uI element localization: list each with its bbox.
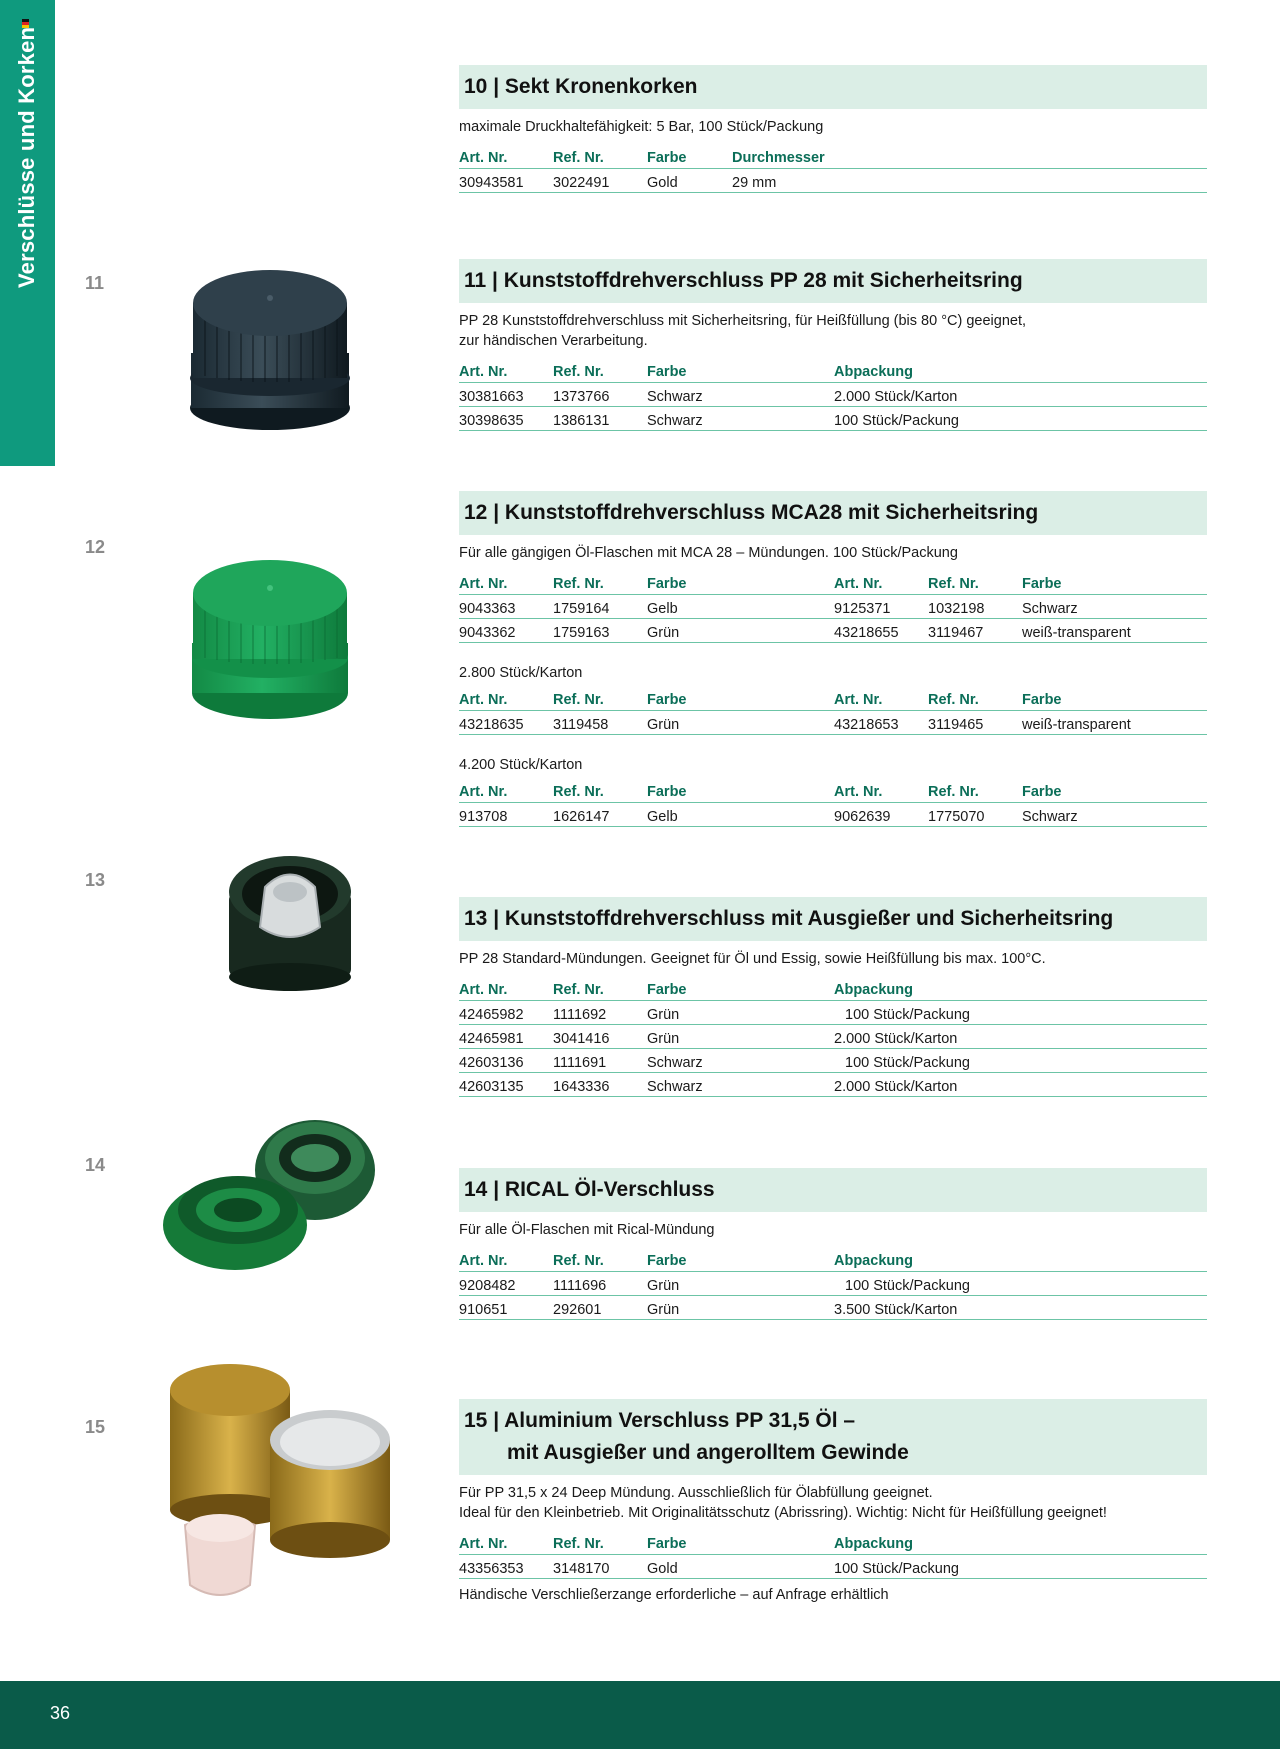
table-cell: 30381663	[459, 383, 553, 407]
section-description: Für PP 31,5 x 24 Deep Mündung. Ausschließlich für Ölabfüllung geeignet. Ideal für den Kleinbetrieb. Mit Originalitätsschutz (Abrissring). Wichtig: Nicht für Heißfüllung geeignet!	[459, 1485, 1107, 1521]
table-cell: Schwarz	[1022, 803, 1207, 827]
col-header: Ref. Nr.	[928, 569, 1022, 595]
col-header: Farbe	[647, 777, 834, 803]
black-screw-cap-image	[185, 258, 355, 438]
col-header: Ref. Nr.	[553, 357, 647, 383]
table-cell: Grün	[647, 1272, 834, 1296]
col-header: Farbe	[1022, 777, 1207, 803]
table-cell: Grün	[647, 619, 834, 643]
col-header: Art. Nr.	[459, 685, 553, 711]
table-row	[459, 1272, 1207, 1296]
section-note: Händische Verschließerzange erforderliche – auf Anfrage erhältlich	[459, 1587, 889, 1603]
product-section-14	[459, 1168, 1207, 1320]
table-cell: 30398635	[459, 407, 553, 431]
table-cell: 100 Stück/Packung	[834, 1555, 1207, 1579]
table-cell: 100 Stück/Packung	[834, 1272, 1207, 1296]
table-cell: 30943581	[459, 169, 553, 193]
table-cell: 42465981	[459, 1025, 553, 1049]
table-cell: 1386131	[553, 407, 647, 431]
col-header: Farbe	[1022, 685, 1207, 711]
col-header: Ref. Nr.	[553, 143, 647, 169]
footer-bar	[0, 1681, 1280, 1749]
col-header: Ref. Nr.	[553, 1246, 647, 1272]
product-table	[459, 569, 1207, 643]
table-cell: 2.000 Stück/Karton	[834, 1073, 1207, 1097]
table-row	[459, 595, 1207, 619]
table-cell: 42603135	[459, 1073, 553, 1097]
table-cell: 42603136	[459, 1049, 553, 1073]
col-header: Art. Nr.	[834, 569, 928, 595]
section-title: 11 | Kunststoffdrehverschluss PP 28 mit Sicherheitsring	[459, 259, 1207, 303]
table-cell: Grün	[647, 1025, 834, 1049]
green-screw-cap-image	[185, 548, 355, 728]
section-description: PP 28 Kunststoffdrehverschluss mit Sicherheitsring, für Heißfüllung (bis 80 °C) geeignet, zur händischen Verarbeitung.	[459, 313, 1027, 349]
table-cell: 1759164	[553, 595, 647, 619]
table-cell: Gelb	[647, 803, 834, 827]
section-title: 14 | RICAL Öl-Verschluss	[459, 1168, 1207, 1212]
table-cell: weiß-transparent	[1022, 711, 1207, 735]
col-header: Farbe	[647, 685, 834, 711]
col-header: Farbe	[647, 143, 732, 169]
table-cell: 3148170	[553, 1555, 647, 1579]
col-header: Abpackung	[834, 357, 1207, 383]
table-cell: Gelb	[647, 595, 834, 619]
table-row	[459, 619, 1207, 643]
table-row	[459, 1296, 1207, 1320]
table-cell: Schwarz	[647, 383, 834, 407]
table-cell: 2.000 Stück/Karton	[834, 1025, 1207, 1049]
table-row	[459, 1555, 1207, 1579]
col-header: Ref. Nr.	[553, 569, 647, 595]
col-header: Farbe	[647, 1529, 834, 1555]
product-table	[459, 1246, 1207, 1320]
table-cell: 1759163	[553, 619, 647, 643]
table-cell: 43218655	[834, 619, 928, 643]
table-cell: 2.000 Stück/Karton	[834, 383, 1207, 407]
col-header: Ref. Nr.	[553, 685, 647, 711]
section-title: 13 | Kunststoffdrehverschluss mit Ausgießer und Sicherheitsring	[459, 897, 1207, 941]
product-table	[459, 975, 1207, 1097]
table-cell: 1626147	[553, 803, 647, 827]
table-cell: Schwarz	[647, 1049, 834, 1073]
col-header: Farbe	[647, 975, 834, 1001]
table-cell: 29 mm	[732, 169, 1207, 193]
table-row	[459, 169, 1207, 193]
subsection-title: 2.800 Stück/Karton	[459, 665, 583, 681]
table-cell: 100 Stück/Packung	[834, 1001, 1207, 1025]
table-cell: 1111692	[553, 1001, 647, 1025]
product-table	[459, 1529, 1207, 1579]
table-cell: 9208482	[459, 1272, 553, 1296]
table-cell: 9043363	[459, 595, 553, 619]
table-row	[459, 1073, 1207, 1097]
col-header: Art. Nr.	[459, 975, 553, 1001]
col-header: Art. Nr.	[459, 357, 553, 383]
col-header: Ref. Nr.	[928, 685, 1022, 711]
table-cell: 1111691	[553, 1049, 647, 1073]
table-cell: 43356353	[459, 1555, 553, 1579]
table-cell: Gold	[647, 169, 732, 193]
table-cell: 1373766	[553, 383, 647, 407]
section-description: Für alle gängigen Öl-Flaschen mit MCA 28 – Mündungen. 100 Stück/Packung	[459, 545, 958, 561]
table-cell: 9062639	[834, 803, 928, 827]
product-section-15	[459, 1399, 1207, 1605]
section-number: 12	[85, 537, 106, 557]
table-cell: 9125371	[834, 595, 928, 619]
section-title: 15 | Aluminium Verschluss PP 31,5 Öl – mit Ausgießer und angerolltem Gewinde	[459, 1399, 1207, 1475]
col-header: Art. Nr.	[459, 777, 553, 803]
product-table	[459, 357, 1207, 431]
table-cell: 43218635	[459, 711, 553, 735]
product-section-11	[459, 259, 1207, 431]
rical-caps-image	[160, 1110, 390, 1280]
table-cell: 1032198	[928, 595, 1022, 619]
table-cell: 3119458	[553, 711, 647, 735]
table-cell: 3119467	[928, 619, 1022, 643]
product-table	[459, 143, 1207, 193]
section-number: 13	[85, 870, 106, 890]
product-table	[459, 685, 1207, 735]
product-section-10	[459, 65, 1207, 193]
col-header: Farbe	[647, 569, 834, 595]
table-row	[459, 711, 1207, 735]
product-section-12	[459, 491, 1207, 827]
table-cell: 910651	[459, 1296, 553, 1320]
col-header: Abpackung	[834, 975, 1207, 1001]
col-header: Art. Nr.	[459, 1246, 553, 1272]
table-cell: Grün	[647, 711, 834, 735]
col-header: Abpackung	[834, 1246, 1207, 1272]
page-number: 36	[50, 1703, 71, 1723]
col-header: Ref. Nr.	[553, 777, 647, 803]
table-row	[459, 1025, 1207, 1049]
section-number: 14	[85, 1155, 106, 1175]
col-header: Art. Nr.	[834, 685, 928, 711]
table-cell: Grün	[647, 1296, 834, 1320]
table-row	[459, 803, 1207, 827]
aluminium-caps-image	[165, 1360, 395, 1610]
col-header: Durchmesser	[732, 143, 1207, 169]
col-header: Ref. Nr.	[553, 1529, 647, 1555]
table-cell: 3119465	[928, 711, 1022, 735]
section-description: PP 28 Standard-Mündungen. Geeignet für Öl und Essig, sowie Heißfüllung bis max. 100°C.	[459, 951, 1046, 967]
section-number: 11	[85, 273, 105, 293]
table-cell: Schwarz	[647, 1073, 834, 1097]
table-cell: 1643336	[553, 1073, 647, 1097]
col-header: Abpackung	[834, 1529, 1207, 1555]
col-header: Ref. Nr.	[553, 975, 647, 1001]
section-title: 12 | Kunststoffdrehverschluss MCA28 mit Sicherheitsring	[459, 491, 1207, 535]
table-cell: weiß-transparent	[1022, 619, 1207, 643]
table-row	[459, 1001, 1207, 1025]
side-tab	[0, 0, 55, 466]
table-cell: 1111696	[553, 1272, 647, 1296]
col-header: Farbe	[647, 357, 834, 383]
table-cell: 3.500 Stück/Karton	[834, 1296, 1207, 1320]
product-section-13	[459, 897, 1207, 1097]
table-cell: 9043362	[459, 619, 553, 643]
table-cell: 43218653	[834, 711, 928, 735]
table-row	[459, 383, 1207, 407]
col-header: Art. Nr.	[834, 777, 928, 803]
table-cell: 100 Stück/Packung	[834, 407, 1207, 431]
col-header: Art. Nr.	[459, 1529, 553, 1555]
col-header: Ref. Nr.	[928, 777, 1022, 803]
table-cell: Schwarz	[647, 407, 834, 431]
table-cell: 100 Stück/Packung	[834, 1049, 1207, 1073]
table-cell: 913708	[459, 803, 553, 827]
table-cell: 42465982	[459, 1001, 553, 1025]
table-cell: 292601	[553, 1296, 647, 1320]
table-row	[459, 1049, 1207, 1073]
table-cell: Schwarz	[1022, 595, 1207, 619]
table-cell: Gold	[647, 1555, 834, 1579]
col-header: Farbe	[1022, 569, 1207, 595]
col-header: Farbe	[647, 1246, 834, 1272]
side-tab-label: Verschlüsse und Korken	[14, 26, 39, 288]
table-cell: 3041416	[553, 1025, 647, 1049]
table-cell: Grün	[647, 1001, 834, 1025]
section-description: maximale Druckhaltefähigkeit: 5 Bar, 100 Stück/Packung	[459, 119, 824, 135]
table-cell: 1775070	[928, 803, 1022, 827]
product-table	[459, 777, 1207, 827]
table-row	[459, 407, 1207, 431]
section-title: 10 | Sekt Kronenkorken	[459, 65, 1207, 109]
subsection-title: 4.200 Stück/Karton	[459, 757, 583, 773]
table-cell: 3022491	[553, 169, 647, 193]
pourer-cap-image	[225, 852, 355, 992]
section-description: Für alle Öl-Flaschen mit Rical-Mündung	[459, 1222, 715, 1238]
col-header: Art. Nr.	[459, 569, 553, 595]
col-header: Art. Nr.	[459, 143, 553, 169]
section-number: 15	[85, 1417, 106, 1437]
